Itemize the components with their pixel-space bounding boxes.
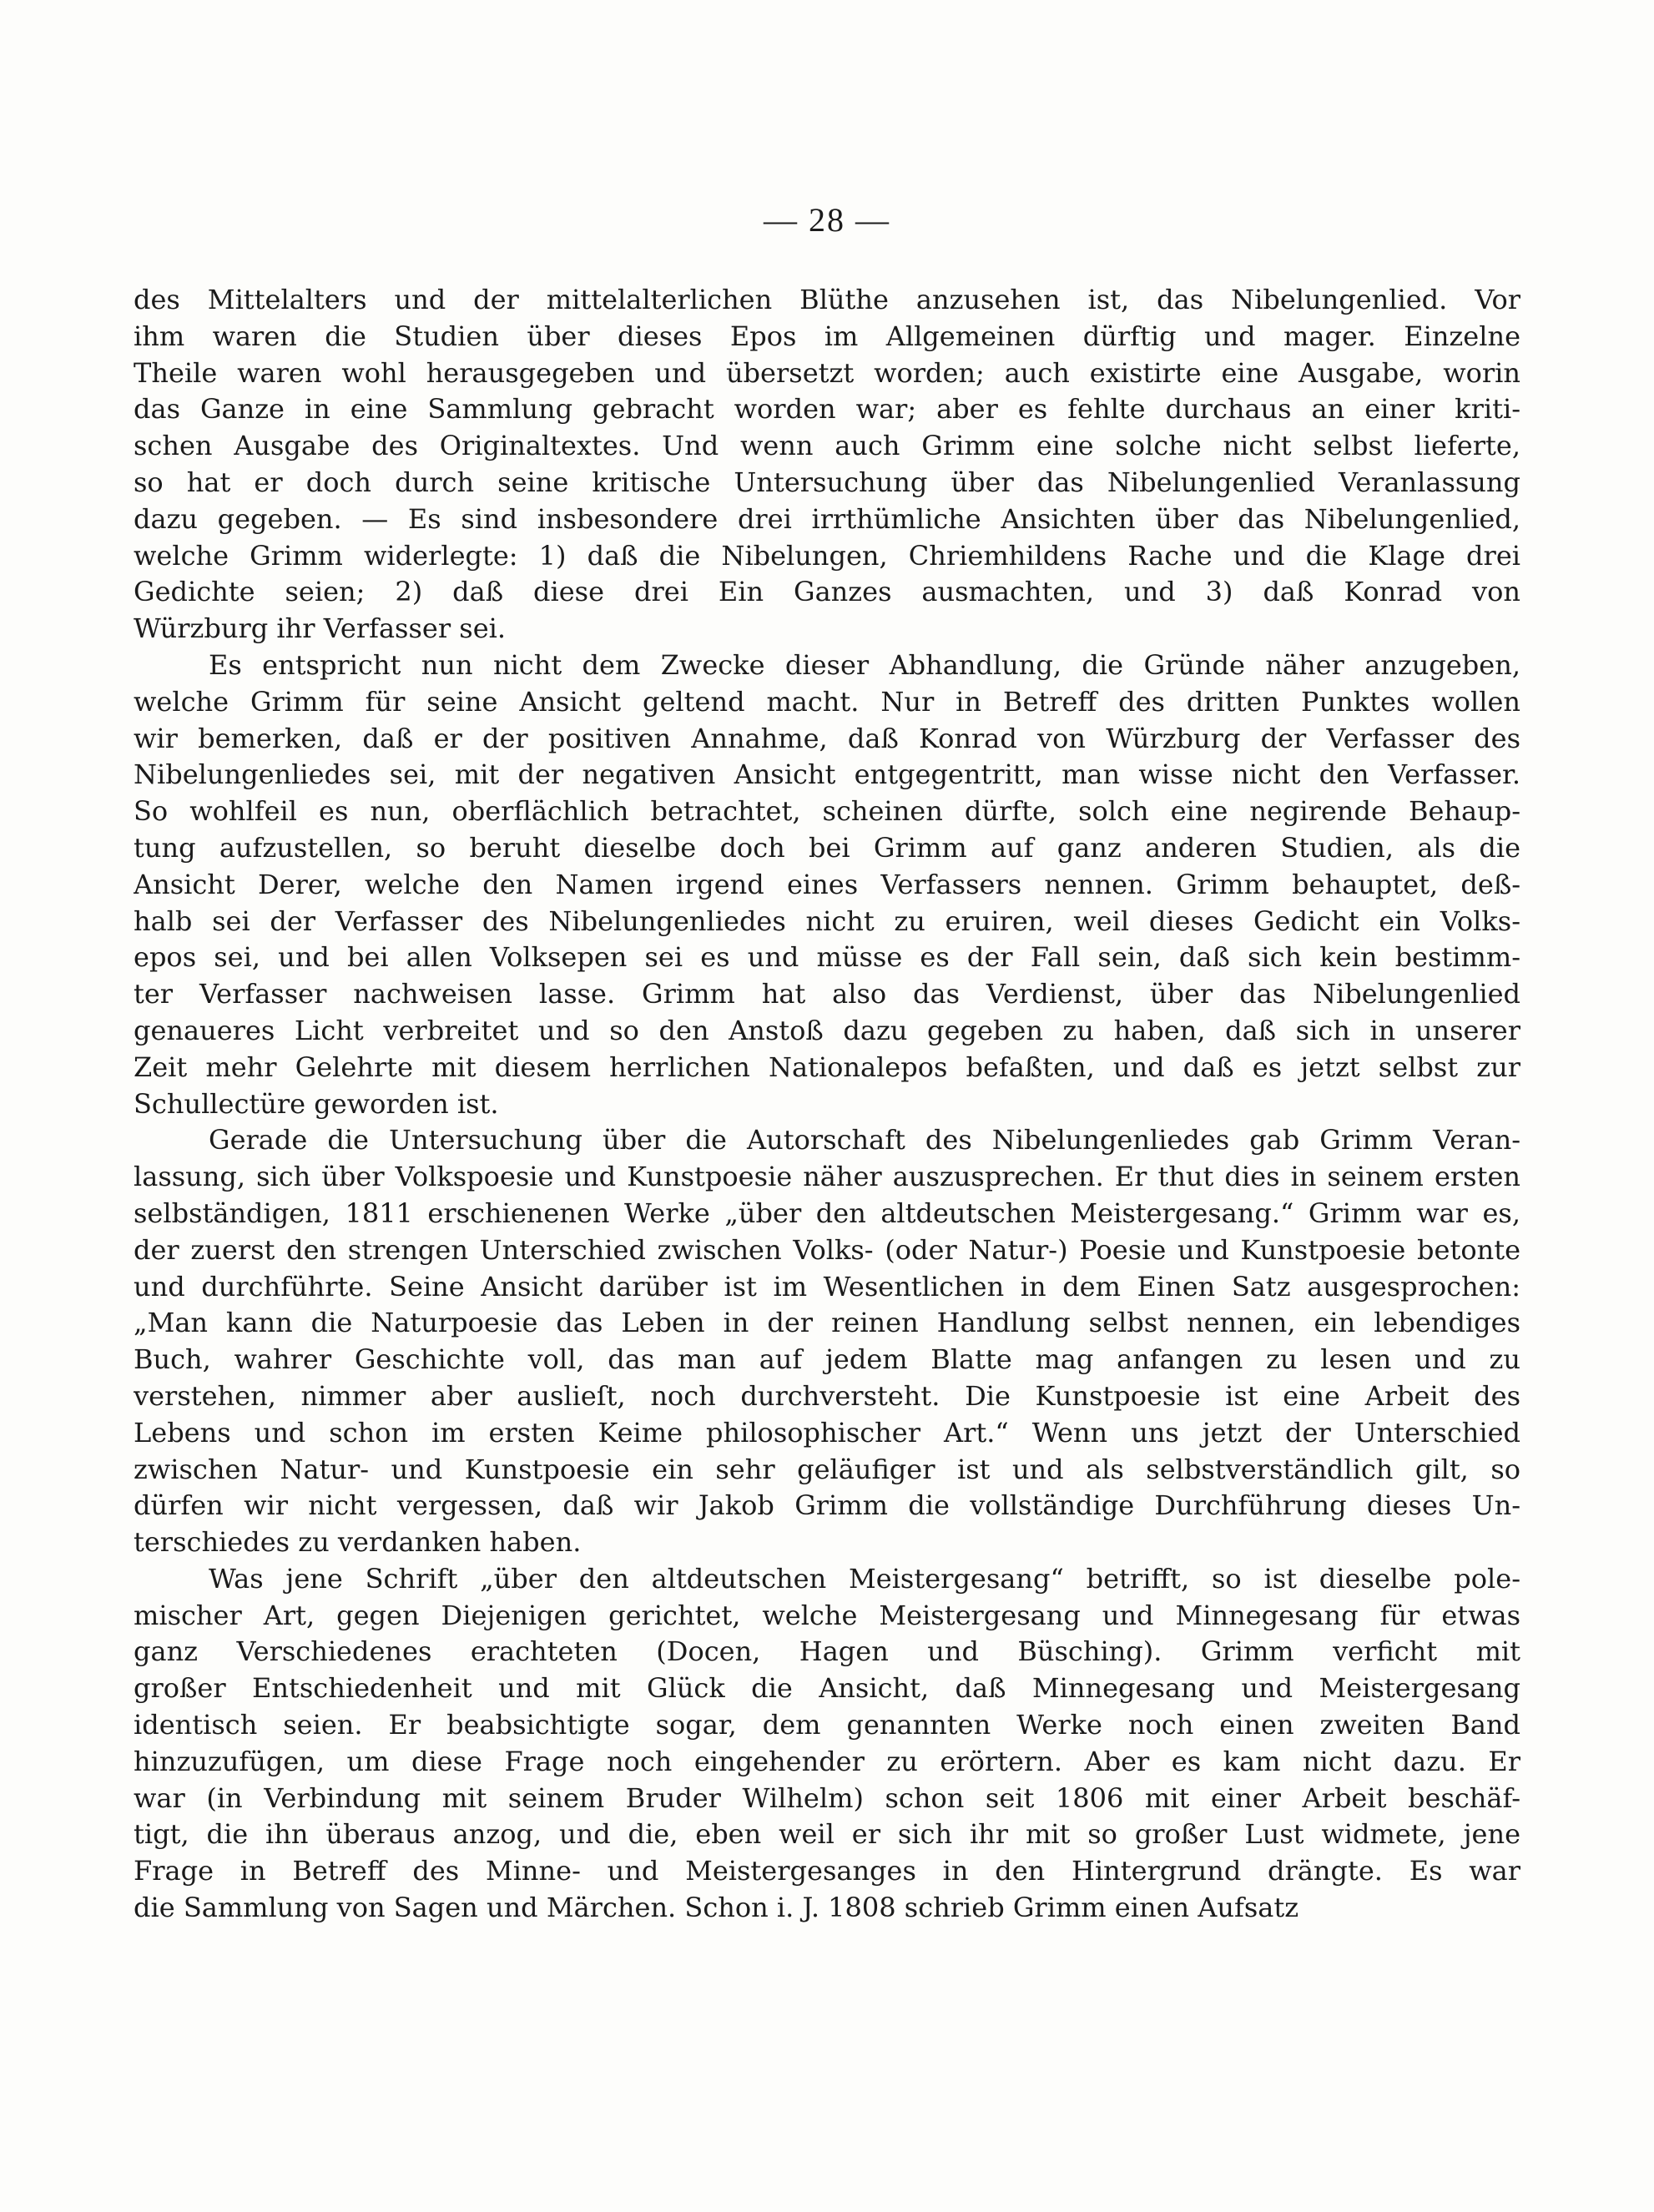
text-line: Frage in Betreff des Minne- und Meistergesanges in den Hintergrund drängte. Es war [134, 1855, 1520, 1887]
text-line: hinzuzufügen, um diese Frage noch eingehender zu erörtern. Aber es kam nicht dazu. Er [134, 1745, 1520, 1777]
text-line: Es entspricht nun nicht dem Zwecke dieser Abhandlung, die Gründe näher anzugeben, [209, 648, 1520, 681]
text-line: terschiedes zu verdanken haben. [134, 1526, 582, 1559]
text-line: welche Grimm für seine Ansicht geltend macht. Nur in Betreff des dritten Punktes wollen [134, 685, 1520, 718]
paragraph [134, 1561, 1520, 1927]
body-text [134, 282, 1520, 1927]
text-line: schen Ausgabe des Originaltextes. Und wenn auch Grimm eine solche nicht selbst lieferte, [134, 430, 1520, 462]
text-line: und durchführte. Seine Ansicht darüber ist im Wesentlichen in dem Einen Satz ausgesprochen: [134, 1270, 1520, 1303]
text-line: das Ganze in eine Sammlung gebracht worden war; aber es fehlte durchaus an einer kriti- [134, 393, 1520, 426]
text-line: Schullectüre geworden ist. [134, 1087, 499, 1120]
text-line: Nibelungenliedes sei, mit der negativen Ansicht entgegentritt, man wisse nicht den Verfasser. [134, 758, 1520, 791]
text-line: tung aufzustellen, so beruht dieselbe doch bei Grimm auf ganz anderen Studien, als die [134, 831, 1520, 864]
text-line: welche Grimm widerlegte: 1) daß die Nibelungen, Chriemhildens Rache und die Klage drei [134, 539, 1520, 572]
text-line: der zuerst den strengen Unterschied zwischen Volks- (oder Natur-) Poesie und Kunstpoesie betonte [134, 1233, 1520, 1266]
text-line: Gedichte seien; 2) daß diese drei Ein Ganzes ausmachten, und 3) daß Konrad von [134, 576, 1520, 608]
paragraph [134, 647, 1520, 1122]
text-line: lassung, sich über Volkspoesie und Kunstpoesie näher auszusprechen. Er thut dies in seinem ersten [134, 1161, 1520, 1193]
text-line: dürfen wir nicht vergessen, daß wir Jakob Grimm die vollständige Durchführung dieses Un- [134, 1489, 1520, 1522]
text-line: die Sammlung von Sagen und Märchen. Schon i. J. 1808 schrieb Grimm einen Aufsatz [134, 1892, 1299, 1924]
text-line: ganz Verschiedenes erachteten (Docen, Hagen und Büsching). Grimm verficht mit [134, 1635, 1520, 1668]
paragraph [134, 1122, 1520, 1561]
text-line: tigt, die ihn überaus anzog, und die, eben weil er sich ihr mit so großer Lust widmete, jene [134, 1818, 1520, 1851]
text-line: verstehen, nimmer aber auslieſt, noch durchversteht. Die Kunstpoesie ist eine Arbeit des [134, 1379, 1520, 1412]
text-line: ihm waren die Studien über dieses Epos im Allgemeinen dürftig und mager. Einzelne [134, 320, 1520, 352]
text-line: Würzburg ihr Verfasser sei. [134, 612, 507, 645]
text-line: Gerade die Untersuchung über die Autorschaft des Nibelungenliedes gab Grimm Veran- [209, 1124, 1520, 1156]
text-line: großer Entschiedenheit und mit Glück die Ansicht, daß Minnegesang und Meistergesang [134, 1672, 1520, 1705]
text-line: So wohlfeil es nun, oberflächlich betrachtet, scheinen dürfte, solch eine negirende Behaup- [134, 795, 1520, 828]
text-line: ter Verfasser nachweisen lasse. Grimm hat also das Verdienst, über das Nibelungenlied [134, 978, 1520, 1010]
text-line: Lebens und schon im ersten Keime philosophischer Art.“ Wenn uns jetzt der Unterschied [134, 1416, 1520, 1449]
text-line: selbständigen, 1811 erschienenen Werke „über den altdeutschen Meistergesang.“ Grimm war es, [134, 1197, 1520, 1229]
text-line: war (in Verbindung mit seinem Bruder Wilhelm) schon seit 1806 mit einer Arbeit beschäf- [134, 1781, 1520, 1814]
text-line: Zeit mehr Gelehrte mit diesem herrlichen Nationalepos befaßten, und daß es jetzt selbst zur [134, 1051, 1520, 1083]
text-line: halb sei der Verfasser des Nibelungenliedes nicht zu eruiren, weil dieses Gedicht ein Volks- [134, 904, 1520, 937]
text-line: mischer Art, gegen Diejenigen gerichtet, welche Meistergesang und Minnegesang für etwas [134, 1599, 1520, 1631]
text-line: Ansicht Derer, welche den Namen irgend eines Verfassers nennen. Grimm behauptet, deß- [134, 868, 1520, 900]
text-line: zwischen Natur- und Kunstpoesie ein sehr geläufiger ist und als selbstverständlich gilt, so [134, 1453, 1520, 1485]
text-line: Was jene Schrift „über den altdeutschen Meistergesang“ betrifft, so ist dieselbe pole- [209, 1562, 1520, 1595]
text-line: Theile waren wohl herausgegeben und übersetzt worden; auch existirte eine Ausgabe, worin [134, 356, 1520, 389]
text-line: genaueres Licht verbreitet und so den Anstoß dazu gegeben zu haben, daß sich in unserer [134, 1014, 1520, 1046]
text-line: dazu gegeben. — Es sind insbesondere drei irrthümliche Ansichten über das Nibelungenlied, [134, 502, 1520, 535]
paragraph [134, 282, 1520, 647]
text-line: des Mittelalters und der mittelalterlichen Blüthe anzusehen ist, das Nibelungenlied. Vor [134, 284, 1520, 315]
text-line: identisch seien. Er beabsichtigte sogar, dem genannten Werke noch einen zweiten Band [134, 1709, 1520, 1741]
text-line: epos sei, und bei allen Volksepen sei es und müsse es der Fall sein, daß sich kein bestimm- [134, 941, 1520, 974]
text-line: „Man kann die Naturpoesie das Leben in der reinen Handlung selbst nennen, ein lebendiges [134, 1307, 1520, 1339]
text-line: wir bemerken, daß er der positiven Annahme, daß Konrad von Würzburg der Verfasser des [134, 722, 1520, 754]
text-line: so hat er doch durch seine kritische Untersuchung über das Nibelungenlied Veranlassung [134, 466, 1520, 498]
text-line: Buch, wahrer Geschichte voll, das man auf jedem Blatte mag anfangen zu lesen und zu [134, 1343, 1520, 1376]
page-number: — 28 — [764, 201, 890, 239]
